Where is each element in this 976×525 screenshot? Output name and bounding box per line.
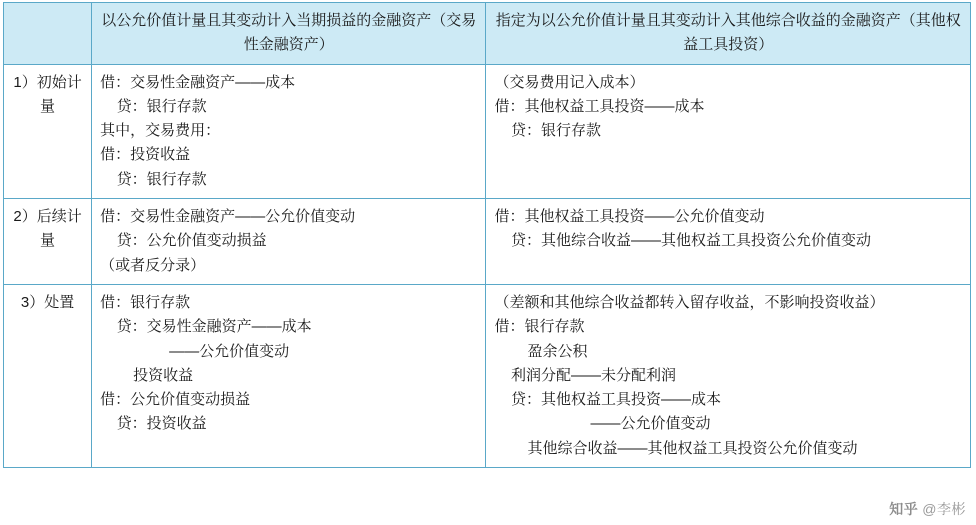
zhihu-logo-icon: 知乎 bbox=[889, 501, 919, 517]
entry-line: （差额和其他综合收益都转入留存收益，不影响投资收益） bbox=[494, 293, 885, 311]
entry-line: 借：其他权益工具投资——成本 bbox=[494, 97, 705, 115]
entry-line: 借：交易性金融资产——成本 bbox=[100, 73, 296, 91]
entry-line: 贷：银行存款 bbox=[510, 122, 601, 140]
entry-line: 贷：其他综合收益——其他权益工具投资公允价值变动 bbox=[510, 232, 871, 250]
entry-line: 贷：投资收益 bbox=[116, 415, 207, 433]
entry-line: 借：公允价值变动损益 bbox=[100, 391, 251, 409]
column-header-fvoci: 指定为以公允价值计量且其变动计入其他综合收益的金融资产（其他权益工具投资） bbox=[486, 3, 971, 65]
table-header-row bbox=[4, 3, 971, 65]
table-row bbox=[4, 284, 971, 467]
entry-line: 贷：银行存款 bbox=[116, 97, 207, 115]
row-label-subsequent-measurement: 2）后续计量 bbox=[4, 199, 92, 285]
cell-initial-fvoci bbox=[486, 64, 971, 198]
entry-line: 盈余公积 bbox=[527, 342, 588, 360]
table-row bbox=[4, 199, 971, 285]
entry-line: 投资收益 bbox=[133, 366, 194, 384]
entry-line: 贷：银行存款 bbox=[116, 170, 207, 188]
watermark-user: @李彬 bbox=[922, 501, 966, 517]
entry-line: 贷：公允价值变动损益 bbox=[116, 232, 267, 250]
cell-initial-fvtpl bbox=[92, 64, 486, 198]
cell-subsequent-fvoci bbox=[486, 199, 971, 285]
entry-line: ——公允价值变动 bbox=[169, 342, 290, 360]
row-label-initial-measurement: 1）初始计量 bbox=[4, 64, 92, 198]
entry-line: 贷：其他权益工具投资——成本 bbox=[510, 391, 721, 409]
entry-line: 借：银行存款 bbox=[100, 293, 191, 311]
row-label-disposal: 3）处置 bbox=[4, 284, 92, 467]
entry-line: 贷：交易性金融资产——成本 bbox=[116, 318, 312, 336]
entry-line: ——公允价值变动 bbox=[590, 415, 711, 433]
entry-line: 借：银行存款 bbox=[494, 318, 585, 336]
entry-line: 其中，交易费用： bbox=[100, 122, 221, 140]
cell-subsequent-fvtpl bbox=[92, 199, 486, 285]
entry-line: 借：其他权益工具投资——公允价值变动 bbox=[494, 208, 765, 226]
cell-disposal-fvtpl bbox=[92, 284, 486, 467]
entry-line: 借：投资收益 bbox=[100, 146, 191, 164]
table-row bbox=[4, 64, 971, 198]
watermark bbox=[889, 499, 966, 519]
entry-line: 借：交易性金融资产——公允价值变动 bbox=[100, 208, 356, 226]
table-corner-cell bbox=[4, 3, 92, 65]
cell-disposal-fvoci bbox=[486, 284, 971, 467]
accounting-entries-table bbox=[3, 2, 971, 468]
entry-line: （交易费用记入成本） bbox=[494, 73, 645, 91]
entry-line: （或者反分录） bbox=[100, 256, 206, 274]
entry-line: 其他综合收益——其他权益工具投资公允价值变动 bbox=[527, 439, 858, 457]
entry-line: 利润分配——未分配利润 bbox=[510, 366, 676, 384]
column-header-fvtpl: 以公允价值计量且其变动计入当期损益的金融资产（交易性金融资产） bbox=[92, 3, 486, 65]
document-sheet bbox=[0, 2, 976, 525]
